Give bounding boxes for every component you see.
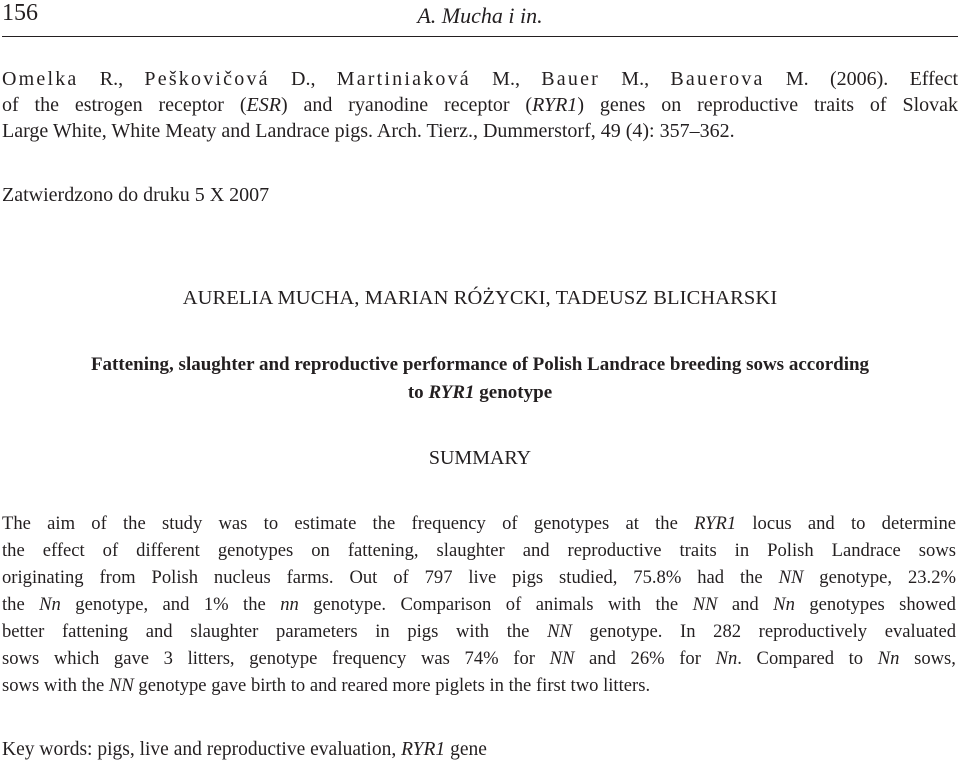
ref-year-title-start: (2006). Effect (829, 68, 959, 90)
gene-symbol: RYR1 (401, 739, 446, 760)
ref-author-initials: M. (785, 68, 809, 90)
summary-line-3 (2, 565, 956, 591)
summary-line-5 (2, 619, 956, 645)
keywords-text: Key words: pigs, live and reproductive evaluation, (2, 739, 397, 760)
summary-line-1 (2, 511, 956, 537)
genotype-symbol: nn (280, 594, 299, 615)
summary-text: the (2, 594, 25, 615)
summary-text: genotype gave birth to and reared more piglets in the first two litters. (138, 675, 651, 696)
summary-text: The aim of the study was to estimate the frequency of genotypes at the (2, 513, 678, 534)
ref-text: ) genes on reproductive traits of Slovak (577, 94, 959, 116)
gene-symbol: RYR1 (694, 513, 737, 534)
keywords (2, 739, 487, 761)
summary-line-2: the effect of different genotypes on fattening, slaughter and reproductive traits in Polish Landrace sows (2, 540, 956, 561)
genotype-symbol: NN (692, 594, 718, 615)
summary-text: genotype, 23.2% (819, 567, 956, 588)
summary-text: sows which gave 3 litters, genotype frequency was 74% for (2, 648, 535, 669)
title-text: genotype (479, 382, 553, 403)
genotype-symbol: NN (778, 567, 804, 588)
genotype-symbol: NN (549, 648, 575, 669)
summary-text: . Compared to (737, 648, 864, 669)
ref-author-surname: Bauer (541, 68, 601, 90)
ref-author-surname: Bauerova (670, 68, 765, 90)
summary-line-4 (2, 592, 956, 618)
ref-gene-ryr1: RYR1 (532, 94, 578, 116)
genotype-symbol: Nn (773, 594, 795, 615)
ref-author-initials: R., (99, 68, 124, 90)
article-authors: AURELIA MUCHA, MARIAN RÓŻYCKI, TADEUSZ BLICHARSKI (182, 287, 778, 309)
page-number: 156 (2, 0, 38, 26)
summary-text: genotype. In 282 reproductively evaluated (589, 621, 956, 642)
reference-line-2 (2, 92, 958, 118)
title-gene: RYR1 (428, 382, 475, 403)
summary-text: genotype. Comparison of animals with the (313, 594, 679, 615)
ref-text: of the estrogen receptor ( (2, 94, 247, 116)
summary-text: genotype, and 1% the (75, 594, 266, 615)
genotype-symbol: NN (108, 675, 134, 696)
ref-author-initials: D., (291, 68, 316, 90)
summary-text: better fattening and slaughter parameters in pigs with the (2, 621, 530, 642)
summary-line-7 (2, 673, 956, 699)
summary-text: sows with the (2, 675, 105, 696)
summary-text: and 26% for (589, 648, 701, 669)
genotype-symbol: NN (547, 621, 572, 642)
ref-gene-esr: ESR (246, 94, 281, 116)
reference-line-1 (2, 66, 958, 92)
ref-author-initials: M., (621, 68, 650, 90)
summary-text: originating from Polish nucleus farms. Out of 797 live pigs studied, 75.8% had the (2, 567, 763, 588)
genotype-symbol: Nn (39, 594, 61, 615)
summary-text: locus and to determine (752, 513, 956, 534)
ref-author-initials: M., (492, 68, 520, 90)
ref-author-surname: Peškovičová (144, 68, 270, 90)
summary-text: genotypes showed (809, 594, 956, 615)
article-title-line-1: Fattening, slaughter and reproductive performance of Polish Landrace breeding sows according (90, 354, 870, 375)
keywords-text: gene (450, 739, 487, 760)
genotype-symbol: Nn (715, 648, 738, 669)
article-title-line-2 (0, 382, 960, 404)
genotype-symbol: Nn (877, 648, 900, 669)
ref-author-surname: Martiniaková (336, 68, 471, 90)
summary-line-6 (2, 646, 956, 672)
title-text: to (407, 382, 424, 403)
summary-text: and (731, 594, 759, 615)
summary-heading: SUMMARY (428, 447, 532, 469)
approval-note: Zatwierdzono do druku 5 X 2007 (2, 184, 270, 206)
reference-line-3: Large White, White Meaty and Landrace pigs. Arch. Tierz., Dummerstorf, 49 (4): 357–362. (2, 120, 735, 142)
summary-text: sows, (914, 648, 956, 669)
ref-author-surname: Omelka (2, 68, 79, 90)
header-rule (2, 36, 958, 37)
ref-text: ) and ryanodine receptor ( (280, 94, 533, 116)
running-title: A. Mucha i in. (417, 3, 543, 28)
